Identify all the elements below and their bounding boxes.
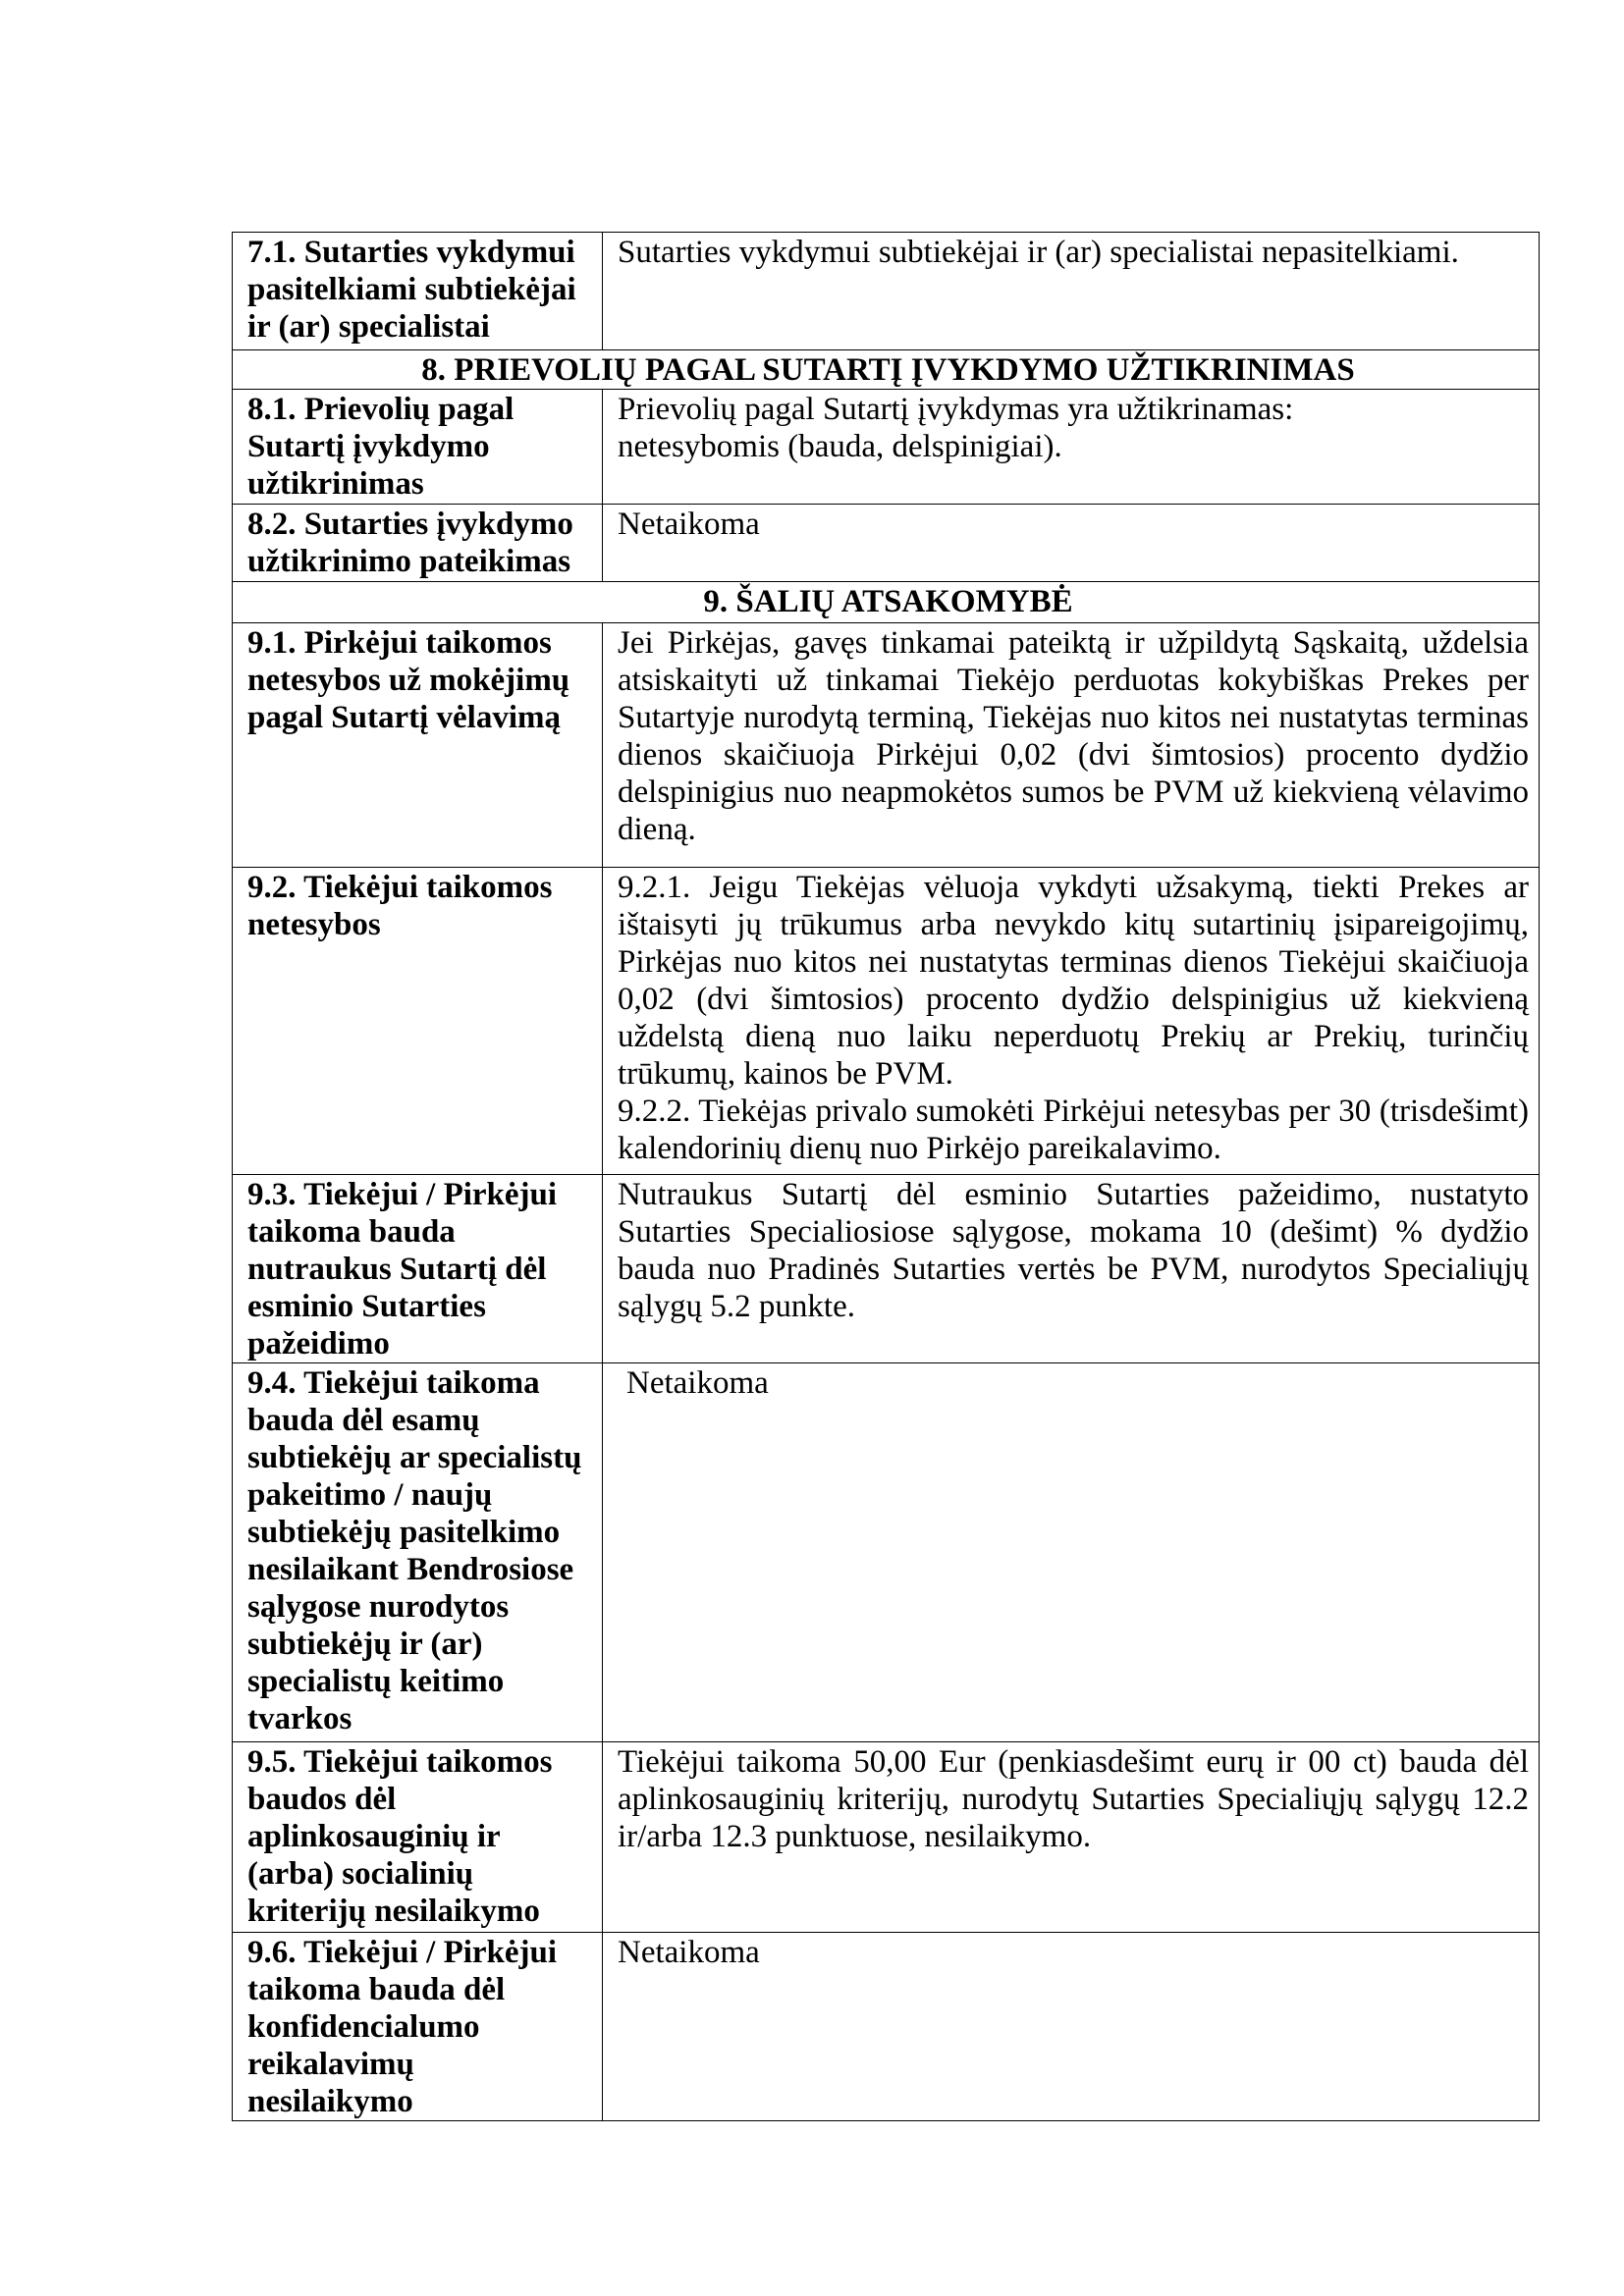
row-7-1 [233,233,1540,350]
value-line: 9.2.2. Tiekėjas privalo sumokėti Pirkėjui netesybas per 30 (trisdešimt) [618,1094,1529,1130]
label-line: pakeitimo / naujų [247,1477,493,1514]
label-line: sąlygose nurodytos [247,1589,510,1626]
value-line: Sutarties vykdymui subtiekėjai ir (ar) specialistai nepasitelkiami. [618,235,1459,270]
section-heading-8: 8. PRIEVOLIŲ PAGAL SUTARTĮ ĮVYKDYMO UŽTIKRINIMAS [233,349,1540,389]
label-line: tvarkos [247,1701,352,1737]
label-line: 9.1. Pirkėjui taikomos [247,624,552,661]
label-line: užtikrinimas [247,465,424,502]
value-line: netesybomis (bauda, delspinigiai). [618,428,1062,464]
label-line: pasitelkiami subtiekėjai [247,272,576,307]
label-line: 8.1. Prievolių pagal [247,391,514,427]
label-cell [233,389,603,504]
value-line: bauda nuo Pradinės Sutarties vertės be PVM, nurodytos Specialiųjų [618,1252,1529,1288]
row-9-4 [233,1363,1540,1742]
row-8-1 [233,389,1540,504]
label-cell [233,868,603,1175]
label-line: subtiekėjų ar specialistų [247,1440,582,1476]
value-line: dienos skaičiuoja Pirkėjui 0,02 (dvi šimtosios) procento dydžio [618,736,1529,773]
label-line: 9.3. Tiekėjui / Pirkėjui [247,1177,558,1213]
label-line: aplinkosauginių ir [247,1818,501,1854]
label-cell [233,233,603,350]
label-line: (arba) socialinių [247,1855,474,1892]
label-line: netesybos [247,907,381,943]
section-heading-9: 9. ŠALIŲ ATSAKOMYBĖ [233,581,1540,622]
label-line: ir (ar) specialistai [247,309,490,345]
value-cell [603,1741,1540,1932]
label-line: pagal Sutartį vėlavimą [247,699,561,735]
label-cell [233,1175,603,1363]
value-line: Sutarties Specialiosiose sąlygose, mokama 10 (dešimt) % dydžio [618,1214,1529,1251]
label-line: subtiekėjų pasitelkimo [247,1515,561,1551]
label-cell [233,622,603,868]
label-line: Sutartį įvykdymo [247,428,490,464]
label-line: 8.2. Sutarties įvykdymo [247,506,573,542]
value-line: Sutartyje nurodytą terminą, Tiekėjas nuo kitos nei nustatytas terminas [618,699,1529,735]
label-line: specialistų keitimo [247,1664,505,1700]
value-cell [603,1933,1540,2121]
value-cell [603,1363,1540,1742]
label-line: 9.4. Tiekėjui taikoma [247,1365,540,1402]
value-line: delspinigius nuo neapmokėtos sumos be PVM už kiekvieną vėlavimo [618,774,1529,810]
row-9-2 [233,868,1540,1175]
value-line: Netaikoma [618,506,760,542]
label-line: 9.6. Tiekėjui / Pirkėjui [247,1935,558,1971]
row-9-1 [233,622,1540,868]
label-line: taikoma bauda dėl [247,1972,506,2008]
row-9-3 [233,1175,1540,1363]
row-9-5 [233,1741,1540,1932]
section-row-9 [233,581,1540,622]
label-line: pažeidimo [247,1326,390,1362]
value-line: Netaikoma [618,1935,760,1971]
contract-terms-table [232,232,1540,2121]
value-line: ištaisyti jų trūkumus arba nevykdo kitų sutartinių įsipareigojimų, [618,907,1529,943]
value-line: 0,02 (dvi šimtosios) procento dydžio delspinigius už kiekvieną [618,982,1529,1018]
value-line: Prievolių pagal Sutartį įvykdymas yra užtikrinamas: [618,391,1294,427]
label-line: baudos dėl [247,1781,397,1817]
label-line: bauda dėl esamų [247,1403,480,1439]
label-cell [233,1741,603,1932]
value-line: kalendorinių dienų nuo Pirkėjo pareikalavimo. [618,1131,1221,1167]
label-line: užtikrinimo pateikimas [247,543,571,579]
value-line: Pirkėjas nuo kitos nei nustatytas terminas dienos Tiekėjui skaičiuoja [618,944,1529,981]
label-line: esminio Sutarties [247,1289,486,1325]
value-cell [603,389,1540,504]
value-cell [603,622,1540,868]
value-cell [603,504,1540,581]
value-line: ir/arba 12.3 punktuose, nesilaikymo. [618,1818,1092,1854]
value-line: aplinkosauginių kriterijų, nurodytų Sutarties Specialiųjų sąlygų 12.2 [618,1781,1529,1817]
value-line: uždelstą dieną nuo laiku neperduotų Prekių ar Prekių, turinčių [618,1019,1529,1055]
label-line: netesybos už mokėjimų [247,662,570,698]
row-9-6 [233,1933,1540,2121]
value-cell [603,233,1540,350]
value-line: atsiskaityti už tinkamai Tiekėjo perduotas kokybiškas Prekes per [618,662,1529,698]
label-line: nesilaikymo [247,2084,413,2120]
value-line: 9.2.1. Jeigu Tiekėjas vėluoja vykdyti užsakymą, tiekti Prekes ar [618,870,1529,906]
value-cell [603,868,1540,1175]
value-line: dieną. [618,811,696,847]
value-line: Netaikoma [626,1365,769,1402]
label-cell [233,1363,603,1742]
label-line: konfidencialumo [247,2009,480,2046]
label-line: 9.5. Tiekėjui taikomos [247,1743,553,1780]
value-line: trūkumų, kainos be PVM. [618,1056,953,1093]
label-line: subtiekėjų ir (ar) [247,1627,483,1663]
label-line: nutraukus Sutartį dėl [247,1252,547,1288]
label-cell [233,504,603,581]
value-line: Jei Pirkėjas, gavęs tinkamai pateiktą ir užpildytą Sąskaitą, uždelsia [618,624,1529,661]
label-line: 7.1. Sutarties vykdymui [247,235,575,270]
row-8-2 [233,504,1540,581]
value-line: Tiekėjui taikoma 50,00 Eur (penkiasdešimt eurų ir 00 ct) bauda dėl [618,1743,1529,1780]
label-line: reikalavimų [247,2047,414,2083]
value-line: sąlygų 5.2 punkte. [618,1289,855,1325]
section-row-8 [233,349,1540,389]
label-line: 9.2. Tiekėjui taikomos [247,870,553,906]
value-line: Nutraukus Sutartį dėl esminio Sutarties pažeidimo, nustatyto [618,1177,1529,1213]
label-line: kriterijų nesilaikymo [247,1893,540,1929]
label-line: nesilaikant Bendrosiose [247,1552,574,1588]
value-cell [603,1175,1540,1363]
label-line: taikoma bauda [247,1214,456,1251]
label-cell [233,1933,603,2121]
